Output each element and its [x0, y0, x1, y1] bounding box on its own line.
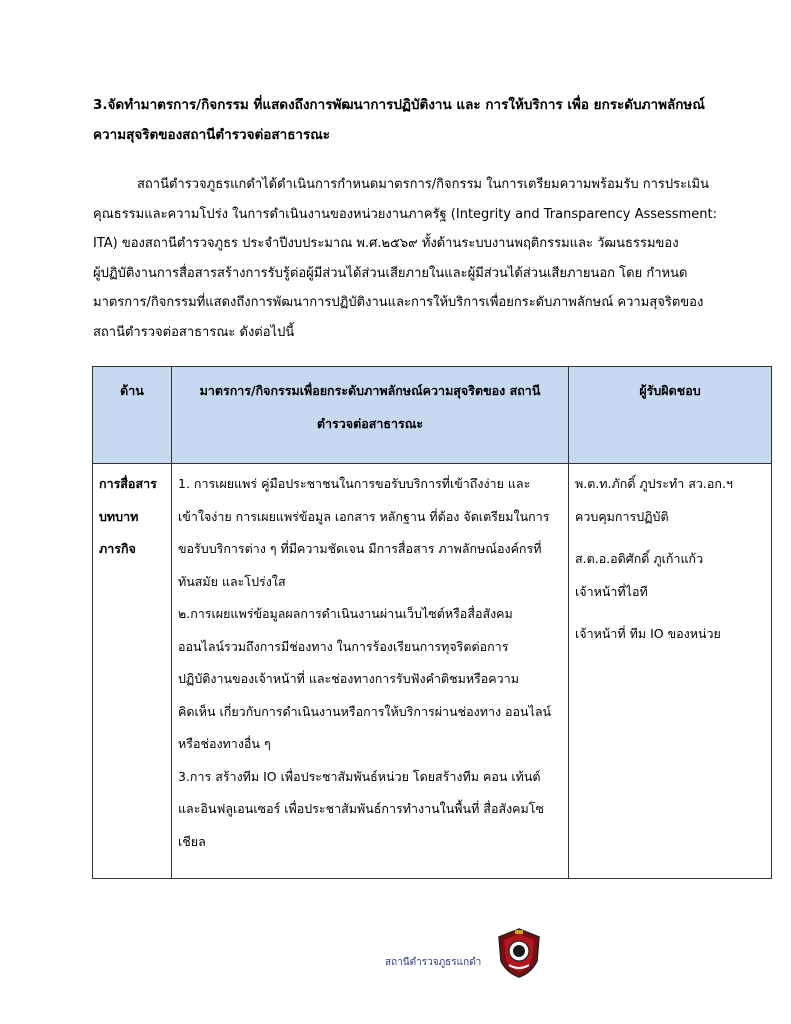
measure-line: เชียล — [178, 833, 206, 849]
measure-line: เข้าใจง่าย การเผยแพร่ข้อมูล เอกสาร หลักฐาน ที่ต้อง จัดเตรียมในการ — [178, 508, 550, 524]
responsible-person-1 — [575, 468, 765, 533]
measure-line: และอินฟลูเอนเซอร์ เพื่อประชาสัมพันธ์การทำงานในพื้นที่ สื่อสังคมโซ — [178, 801, 544, 816]
intro-line: สถานีตำรวจต่อสาธารณะ ดังต่อไปนี้ — [93, 324, 295, 340]
responsible-person-2 — [575, 543, 765, 608]
header-measures — [172, 367, 569, 464]
footer-station-name: สถานีตำรวจภูธรแกดำ — [385, 957, 482, 968]
page-footer — [385, 927, 555, 987]
cell-aspect — [93, 464, 172, 879]
intro-paragraph — [93, 170, 717, 347]
measure-line: คิดเห็น เกี่ยวกับการดำเนินงานหรือการให้บริการผ่านช่องทาง ออนไลน์ — [178, 703, 552, 719]
measure-line: ปฏิบัติงานของเจ้าหน้าที่ และช่องทางการรับฟังคำติชมหรือความ — [178, 671, 519, 686]
measure-line: 1. การเผยแพร่ คู่มือประชาชนในการขอรับบริการที่เข้าถึงง่าย และ — [178, 476, 531, 491]
header-measures-line-2: ตำรวจต่อสาธารณะ — [316, 415, 424, 431]
responsible-line: เจ้าหน้าที่ไอที — [575, 583, 648, 599]
measure-line: ขอรับบริการต่าง ๆ ที่มีความชัดเจน มีการสื่อสาร ภาพลักษณ์องค์กรที่ — [178, 541, 542, 556]
responsible-line: พ.ต.ท.ภักดิ์ ภูประทำ สว.อก.ฯ — [575, 476, 733, 491]
measure-line: ๒.การเผยแพร่ข้อมูลผลการดำเนินงานผ่านเว็บไซต์หรือสื่อสังคม — [178, 606, 513, 621]
measure-line: หรือช่องทางอื่น ๆ — [178, 736, 271, 751]
intro-line: มาตรการ/กิจกรรมที่แสดงถึงการพัฒนาการปฏิบัติงานและการให้บริการเพื่อยกระดับภาพลักษณ์ ความสุจริตของ — [93, 295, 704, 310]
section-heading-line-2: ความสุจริตของสถานีตำรวจต่อสาธารณะ — [93, 127, 331, 143]
table-row — [93, 464, 772, 879]
responsible-person-3 — [575, 618, 765, 651]
responsible-line: ส.ต.อ.อดิศักดิ์ ภูเก้าแก้ว — [575, 551, 704, 566]
intro-line: ผู้ปฏิบัติงานการสื่อสารสร้างการรับรู้ต่อผู้มีส่วนได้ส่วนเสียภายในและผู้มีส่วนได้ส่วนเสียภายนอก โดย กำหนด — [93, 265, 688, 281]
aspect-line: บทบาท — [99, 508, 139, 524]
cell-measures — [172, 464, 569, 879]
responsible-line: เจ้าหน้าที่ ทีม IO ของหน่วย — [575, 626, 721, 641]
aspect-line: ภารกิจ — [99, 541, 136, 556]
section-heading-line-1: 3.จัดทำมาตรการ/กิจกรรม ที่แสดงถึงการพัฒนาการปฏิบัติงาน และ การให้บริการ เพื่อ ยกระดับภาพลักษณ์ — [93, 97, 705, 113]
intro-line: ITA) ของสถานีตำรวจภูธร ประจำปีงบประมาณ พ.ศ.๒๕๖๙ ทั้งด้านระบบงานพฤติกรรมและ วัฒนธรรมของ — [93, 236, 679, 251]
responsible-line: ควบคุมการปฏิบัติ — [575, 508, 669, 524]
intro-line: สถานีตำรวจภูธรแกดำได้ดำเนินการกำหนดมาตรการ/กิจกรรม ในการเตรียมความพร้อมรับ การประเมิน — [137, 177, 709, 192]
intro-line: คุณธรรมและความโปร่ง ในการดำเนินงานของหน่วยงานภาครัฐ (Integrity and Transparency Assessment: — [93, 206, 717, 222]
measure-line: 3.การ สร้างทีม IO เพื่อประชาสัมพันธ์หน่วย โดยสร้างทีม คอน เท้นต์ — [178, 768, 541, 784]
cell-responsible — [569, 464, 772, 879]
section-heading — [93, 90, 713, 150]
header-measures-line-1: มาตรการ/กิจกรรมเพื่อยกระดับภาพลักษณ์ความสุจริตของ สถานี — [199, 383, 541, 398]
measures-table — [92, 366, 772, 879]
header-aspect: ด้าน — [93, 367, 172, 464]
police-emblem-icon — [495, 927, 543, 979]
header-responsible: ผู้รับผิดชอบ — [569, 367, 772, 464]
aspect-line: การสื่อสาร — [99, 476, 157, 491]
measure-line: ออนไลน์รวมถึงการมีช่องทาง ในการร้องเรียนการทุจริตต่อการ — [178, 638, 509, 654]
measure-line: ทันสมัย และโปร่งใส — [178, 573, 286, 589]
table-header-row — [93, 367, 772, 464]
